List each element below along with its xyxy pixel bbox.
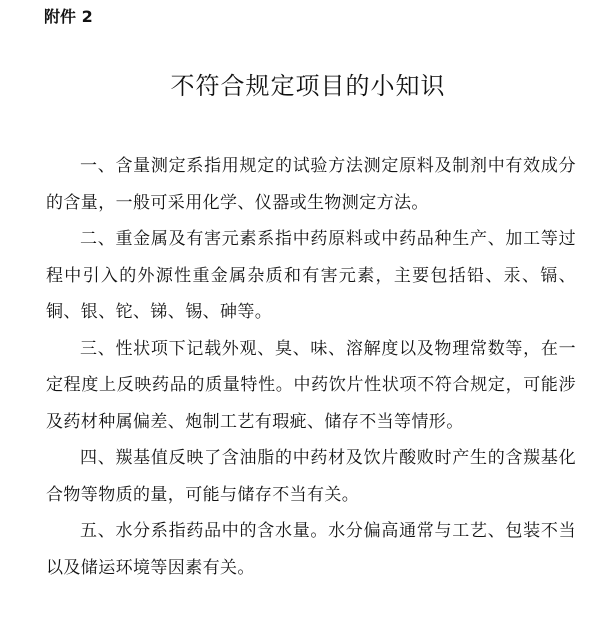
paragraph-moisture: 五、水分系指药品中的含水量。水分偏高通常与工艺、包装不当以及储运环境等因素有关。	[46, 521, 576, 578]
paragraph-carbonyl-value: 四、羰基值反映了含油脂的中药材及饮片酸败时产生的含羰基化合物等物质的量，可能与储存不当有关。	[46, 448, 576, 505]
document-body	[46, 148, 576, 586]
paragraph-content-determination: 一、含量测定系指用规定的试验方法测定原料及制剂中有效成分的含量，一般可采用化学、仪器或生物测定方法。	[46, 156, 576, 213]
paragraph-characteristics: 三、性状项下记载外观、臭、味、溶解度以及物理常数等，在一定程度上反映药品的质量特性。中药饮片性状项不符合规定，可能涉及药材种属偏差、炮制工艺有瑕疵、储存不当等情形。	[46, 338, 576, 432]
attachment-label: 附件 2	[44, 7, 93, 26]
paragraph-heavy-metals: 二、重金属及有害元素系指中药原料或中药品种生产、加工等过程中引入的外源性重金属杂质和有害元素，主要包括铅、汞、镉、铜、银、铊、锑、锡、砷等。	[46, 229, 576, 322]
document-title: 不符合规定项目的小知识	[170, 72, 446, 100]
